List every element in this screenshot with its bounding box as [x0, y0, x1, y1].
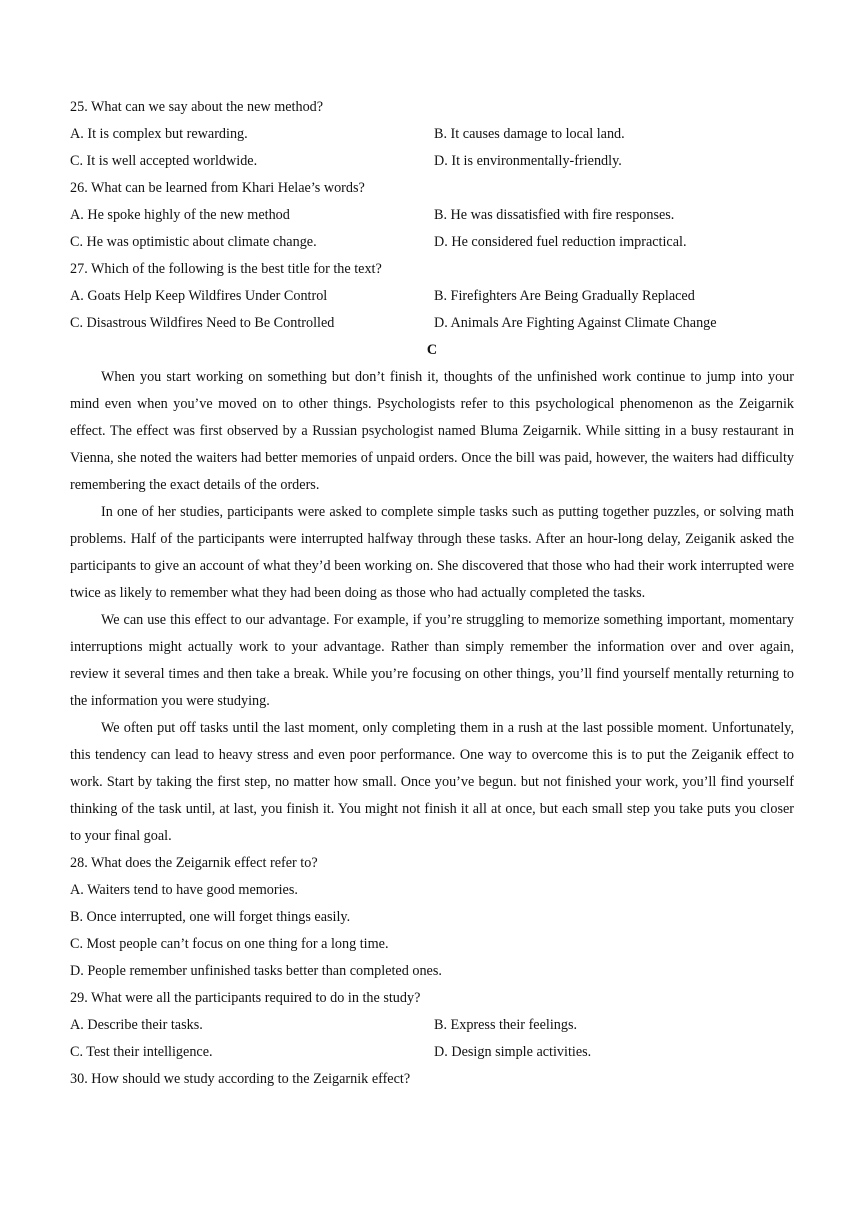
passage-paragraph-3: We can use this effect to our advantage. For example, if you’re struggling to memorize something important, momentary interruptions might actually work to your advantage. Rather than simply remember the information over and over again, review it several times and then take a break. While you’re focusing on other things, you’ll find yourself mentally returning to the information you were studying.	[70, 612, 794, 709]
options-26-row-2	[70, 229, 794, 256]
question-30: 30. How should we study according to the Zeigarnik effect?	[70, 1071, 411, 1087]
option-25-a: A. It is complex but rewarding.	[70, 126, 248, 142]
question-26: 26. What can be learned from Khari Helae’s words?	[70, 180, 365, 196]
option-28-a: A. Waiters tend to have good memories.	[70, 882, 298, 898]
option-29-c: C. Test their intelligence.	[70, 1044, 213, 1060]
passage-paragraph-2: In one of her studies, participants were asked to complete simple tasks such as putting together puzzles, or solving math problems. Half of the participants were interrupted halfway through these tasks. After an hour-long delay, Zeiganik asked the participants to give an account of what they’d been working on. She discovered that those who had their work interrupted were twice as likely to remember what they had been doing as those who had actually completed the tasks.	[70, 504, 794, 601]
passage-paragraph-1: When you start working on something but don’t finish it, thoughts of the unfinished work continue to jump into your mind even when you’ve moved on to other things. Psychologists refer to this psychological phenomenon as the Zeigarnik effect. The effect was first observed by a Russian psychologist named Bluma Zeigarnik. While sitting in a busy restaurant in Vienna, she noted the waiters had better memories of unpaid orders. Once the bill was paid, however, the waiters had difficulty remembering the exact details of the orders.	[70, 369, 794, 493]
passage-paragraph-4: We often put off tasks until the last moment, only completing them in a rush at the last possible moment. Unfortunately, this tendency can lead to heavy stress and even poor performance. One way to overcome this is to put the Zeiganik effect to work. Start by taking the first step, no matter how small. Once you’ve begun. but not finished your work, you’ll find yourself thinking of the task until, at last, you finish it. You might not finish it all at once, but each small step you take puts you closer to your final goal.	[70, 720, 794, 844]
section-heading: C	[426, 342, 438, 358]
option-27-d: D. Animals Are Fighting Against Climate Change	[434, 315, 717, 331]
options-29-row-1	[70, 1012, 794, 1039]
option-28-b: B. Once interrupted, one will forget things easily.	[70, 909, 351, 925]
question-25: 25. What can we say about the new method?	[70, 99, 324, 115]
option-25-c: C. It is well accepted worldwide.	[70, 153, 258, 169]
option-26-d: D. He considered fuel reduction impractical.	[434, 234, 687, 250]
options-27-row-1	[70, 283, 794, 310]
option-27-b: B. Firefighters Are Being Gradually Replaced	[434, 288, 695, 304]
option-26-b: B. He was dissatisfied with fire responses.	[434, 207, 675, 223]
option-25-d: D. It is environmentally-friendly.	[434, 153, 622, 169]
option-27-c: C. Disastrous Wildfires Need to Be Controlled	[70, 315, 335, 331]
options-25-row-2	[70, 148, 794, 175]
option-27-a: A. Goats Help Keep Wildfires Under Control	[70, 288, 328, 304]
options-29-row-2	[70, 1039, 794, 1066]
option-26-a: A. He spoke highly of the new method	[70, 207, 290, 223]
option-26-c: C. He was optimistic about climate change.	[70, 234, 317, 250]
options-27-row-2	[70, 310, 794, 337]
option-25-b: B. It causes damage to local land.	[434, 126, 625, 142]
question-29: 29. What were all the participants required to do in the study?	[70, 990, 421, 1006]
options-25-row-1	[70, 121, 794, 148]
question-28: 28. What does the Zeigarnik effect refer to?	[70, 855, 318, 871]
option-28-c: C. Most people can’t focus on one thing for a long time.	[70, 936, 389, 952]
option-29-b: B. Express their feelings.	[434, 1017, 578, 1033]
option-29-a: A. Describe their tasks.	[70, 1017, 203, 1033]
options-26-row-1	[70, 202, 794, 229]
option-29-d: D. Design simple activities.	[434, 1044, 592, 1060]
option-28-d: D. People remember unfinished tasks better than completed ones.	[70, 963, 442, 979]
question-27: 27. Which of the following is the best title for the text?	[70, 261, 382, 277]
exam-page	[70, 94, 794, 1093]
